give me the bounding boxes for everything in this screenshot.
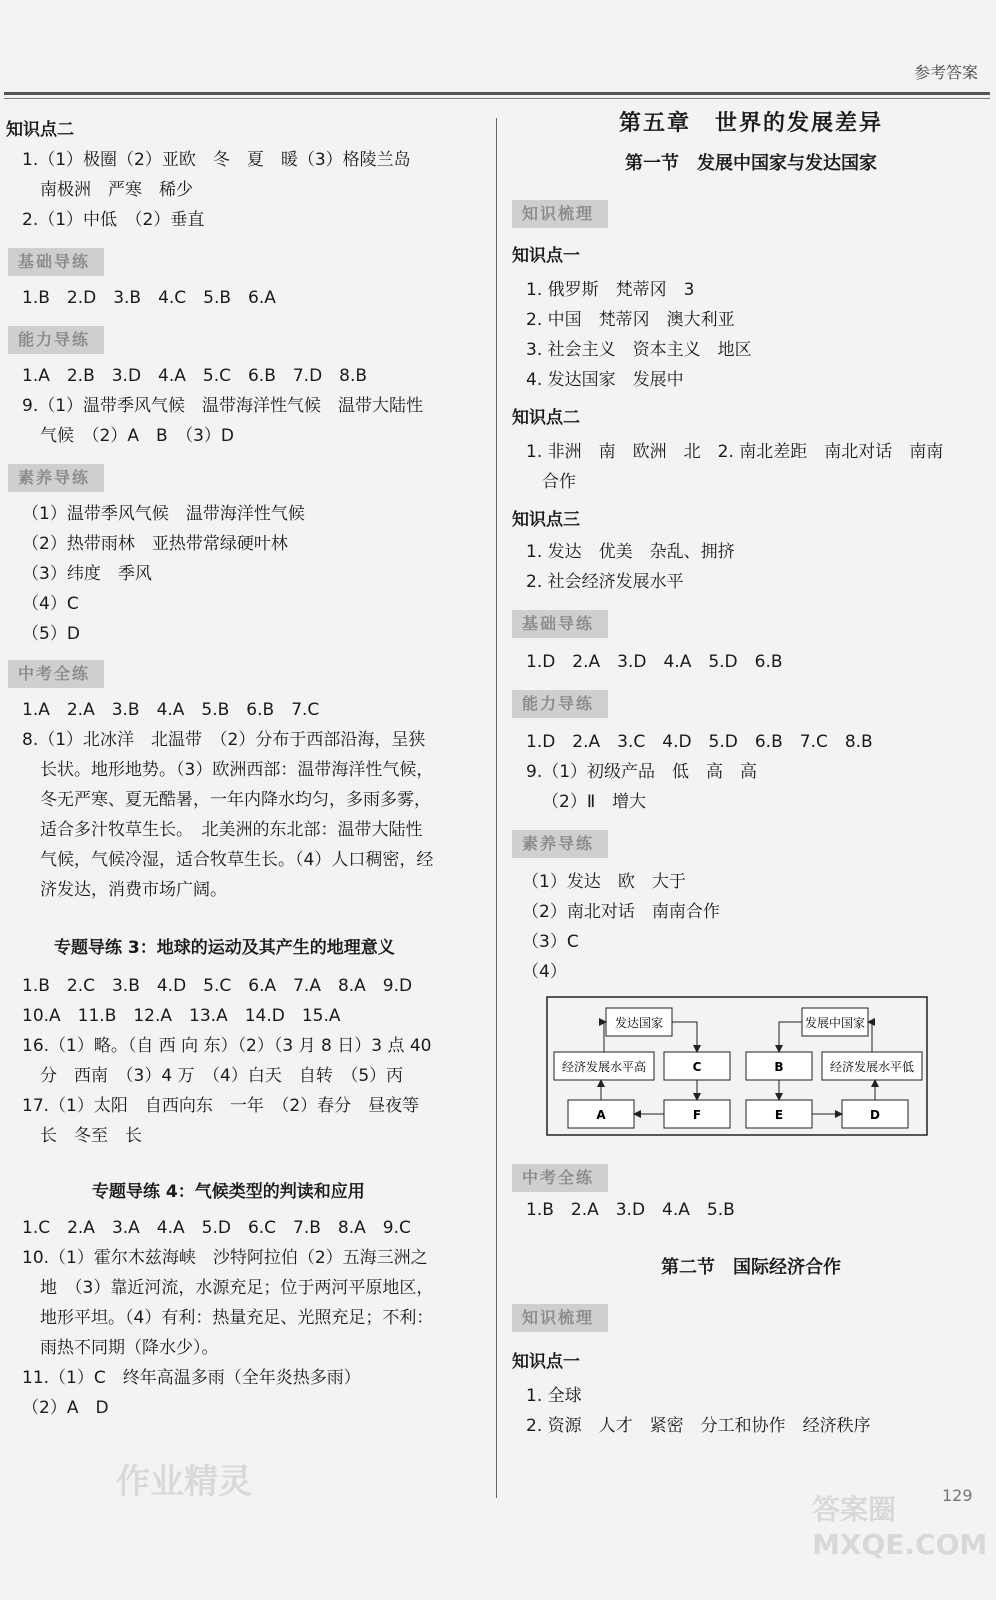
answer-line: 1.D 2.A 3.D 4.A 5.D 6.B [526, 652, 783, 672]
badge-nengli: 能力导练 [512, 690, 608, 718]
section2-title: 第二节 国际经济合作 [661, 1257, 841, 1278]
answer-line: 1.B 2.A 3.D 4.A 5.B [526, 1200, 735, 1220]
badge-jichu: 基础导练 [512, 610, 608, 638]
answer-line: 2. 社会经济发展水平 [526, 572, 684, 592]
topic4-title: 专题导练 4：气候类型的判读和应用 [92, 1182, 365, 1202]
low-level-label: 经济发展水平低 [829, 1060, 915, 1074]
answer-line: 地形平坦。（4）有利：热量充足、光照充足；不利： [40, 1308, 434, 1328]
answer-line: 分 西南 （3）4 万 （4）白天 自转 （5）丙 [40, 1066, 404, 1086]
answer-line: 10.（1）霍尔木兹海峡 沙特阿拉伯（2）五海三洲之 [22, 1248, 428, 1268]
answer-line: 1. 非洲 南 欧洲 北 2. 南北差距 南北对话 南南 [526, 442, 944, 462]
answer-line: 16.（1）略。（自 西 向 东）（2）（3 月 8 日）3 点 40 [22, 1036, 432, 1056]
header-rule [4, 92, 990, 95]
watermark-left: 作业精灵 [116, 1462, 252, 1502]
answer-line: 1.C 2.A 3.A 4.A 5.D 6.C 7.B 8.A 9.C [22, 1218, 411, 1238]
answer-line: 1. 俄罗斯 梵蒂冈 3 [526, 280, 695, 300]
badge-suyang: 素养导练 [8, 464, 104, 492]
answer-line: （2）热带雨林 亚热带常绿硬叶林 [22, 534, 288, 554]
answer-line: 1.A 2.A 3.B 4.A 5.B 6.B 7.C [22, 700, 320, 720]
answer-line: （2）Ⅱ 增大 [542, 792, 647, 812]
page-number: 129 [942, 1486, 973, 1505]
answer-line: （1）发达 欧 大于 [522, 872, 686, 892]
box-a-label: A [596, 1108, 606, 1122]
answer-line: 合作 [542, 472, 576, 492]
answer-line: （2）南北对话 南南合作 [522, 902, 720, 922]
badge-jichu: 基础导练 [8, 248, 104, 276]
answer-line: （4） [522, 962, 567, 982]
answer-line: 1.B 2.C 3.B 4.D 5.C 6.A 7.A 8.A 9.D [22, 976, 413, 996]
answer-line: 1. 发达 优美 杂乱、拥挤 [526, 542, 735, 562]
answer-line: 17.（1）太阳 自西向东 一年 （2）春分 昼夜等 [22, 1096, 420, 1116]
badge-zhongkao: 中考全练 [8, 660, 104, 688]
answer-line: 适合多汁牧草生长。 北美洲的东北部：温带大陆性 [40, 820, 423, 840]
answer-line: （5）D [22, 624, 80, 644]
answer-line: 10.A 11.B 12.A 13.A 14.D 15.A [22, 1006, 341, 1026]
answer-line: 南极洲 严寒 稀少 [40, 180, 193, 200]
answer-line: 1.（1）极圈（2）亚欧 冬 夏 暖（3）格陵兰岛 [22, 150, 411, 170]
answer-line: 气候 （2）A B （3）D [40, 426, 235, 446]
kp1-heading: 知识点一 [512, 246, 580, 266]
answer-line: 地 （3）靠近河流，水源充足；位于两河平原地区， [40, 1278, 434, 1298]
answer-line: （3）纬度 季风 [22, 564, 152, 584]
section1-title: 第一节 发展中国家与发达国家 [625, 153, 877, 174]
box-b-label: B [774, 1060, 784, 1074]
answer-line: （2）A D [22, 1398, 109, 1418]
answer-line: 2. 中国 梵蒂冈 澳大利亚 [526, 310, 735, 330]
answer-line: 雨热不同期（降水少）。 [40, 1338, 219, 1358]
s2-kp1-heading: 知识点一 [512, 1352, 580, 1372]
developed-label: 发达国家 [614, 1016, 664, 1030]
badge-suyang: 素养导练 [512, 830, 608, 858]
answer-line: 9.（1）初级产品 低 高 高 [526, 762, 758, 782]
badge-zhishi: 知识梳理 [512, 200, 608, 228]
chapter-title: 第五章 世界的发展差异 [618, 111, 883, 136]
answer-line: 1.D 2.A 3.C 4.D 5.D 6.B 7.C 8.B [526, 732, 873, 752]
column-divider [496, 118, 497, 1498]
badge-zhishi: 知识梳理 [512, 1304, 608, 1332]
answer-line: 9.（1）温带季风气候 温带海洋性气候 温带大陆性 [22, 396, 424, 416]
box-d-label: D [870, 1108, 880, 1122]
answer-line: 4. 发达国家 发展中 [526, 370, 684, 390]
answer-line: 1.A 2.B 3.D 4.A 5.C 6.B 7.D 8.B [22, 366, 368, 386]
answer-line: 冬无严寒、夏无酷暑，一年内降水均匀，多雨多雾， [40, 790, 431, 810]
answer-line: 2. 资源 人才 紧密 分工和协作 经济秩序 [526, 1416, 871, 1436]
answer-line: 长 冬至 长 [40, 1126, 142, 1146]
badge-nengli: 能力导练 [8, 326, 104, 354]
high-level-label: 经济发展水平高 [561, 1060, 647, 1074]
answer-line: 济发达，消费市场广阔。 [40, 880, 227, 900]
box-c-label: C [692, 1060, 702, 1074]
box-f-label: F [692, 1108, 702, 1122]
answer-line: 1.B 2.D 3.B 4.C 5.B 6.A [22, 288, 276, 308]
answer-line: 1. 全球 [526, 1386, 582, 1406]
answer-line: （4）C [22, 594, 79, 614]
header-label: 参考答案 [913, 63, 978, 82]
answer-line: （3）C [522, 932, 579, 952]
developing-label: 发展中国家 [804, 1016, 866, 1030]
topic3-title: 专题导练 3：地球的运动及其产生的地理意义 [54, 938, 395, 958]
answer-line: 11.（1）C 终年高温多雨（全年炎热多雨） [22, 1368, 361, 1388]
box-e-label: E [774, 1108, 784, 1122]
kp2-heading: 知识点二 [512, 408, 580, 428]
development-flow-diagram [546, 996, 928, 1136]
answer-line: （1）温带季风气候 温带海洋性气候 [22, 504, 305, 524]
header-rule-thin [4, 98, 990, 99]
answer-line: 8.（1）北冰洋 北温带 （2）分布于西部沿海，呈狭 [22, 730, 426, 750]
kp2-heading: 知识点二 [6, 120, 74, 140]
answer-line: 2.（1）中低 （2）垂直 [22, 210, 205, 230]
answer-line: 长状。地形地势。（3）欧洲西部：温带海洋性气候， [40, 760, 434, 780]
kp3-heading: 知识点三 [512, 510, 580, 530]
watermark-right: 答案圈 MXQE.COM [812, 1493, 988, 1561]
answer-line: 3. 社会主义 资本主义 地区 [526, 340, 752, 360]
badge-zhongkao: 中考全练 [512, 1164, 608, 1192]
answer-line: 气候，气候冷湿，适合牧草生长。（4）人口稠密，经 [40, 850, 434, 870]
